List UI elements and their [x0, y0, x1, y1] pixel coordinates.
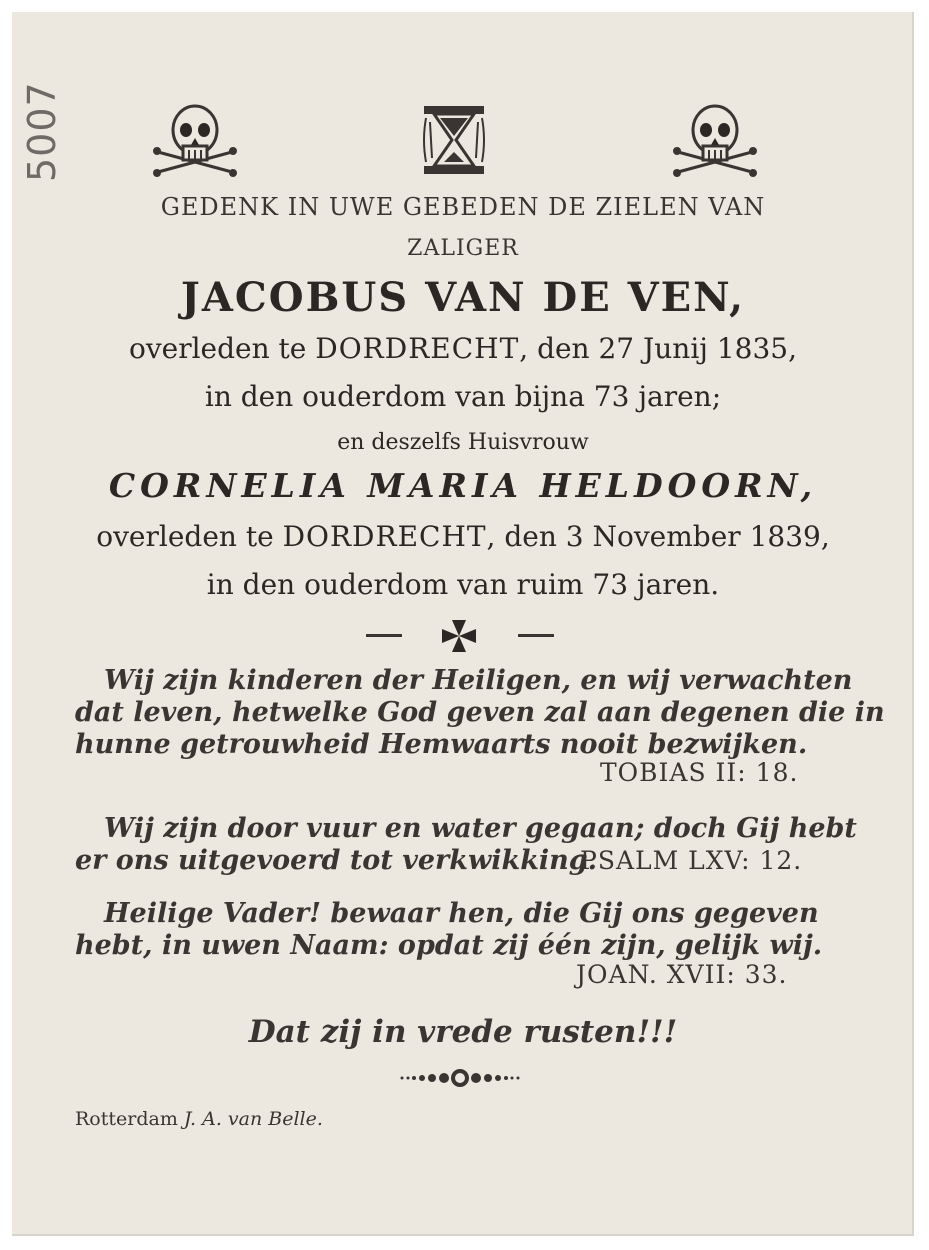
age-line-2: in den ouderdom van ruim 73 jaren.	[206, 568, 720, 601]
verse-1-line-3: hunne getrouwheid Hemwaarts nooit bezwijken.	[75, 729, 808, 760]
verse-1-line-1: Wij zijn kinderen der Heiligen, en wij verwachten	[104, 665, 853, 696]
heading-prayer: GEDENK IN UWE GEBEDEN DE ZIELEN VAN	[160, 193, 766, 221]
verse-3-reference: JOAN. XVII: 33.	[576, 960, 788, 989]
printer-name: J. A. van Belle.	[183, 1108, 323, 1130]
divider-dash-left	[366, 634, 402, 637]
printer-city: Rotterdam	[75, 1108, 178, 1130]
death-prefix: overleden te	[96, 520, 274, 553]
verse-2-line-2: er ons uitgevoerd tot verkwikking.	[75, 845, 598, 876]
verse-3-line-2: hebt, in uwen Naam: opdat zij één zijn, gelijk wij.	[75, 930, 823, 961]
printer-imprint	[75, 1108, 323, 1130]
hourglass-emblem-icon	[420, 104, 488, 176]
death-date: , den 27 Junij 1835,	[519, 332, 798, 365]
divider-dash-right	[518, 634, 554, 637]
heading-zaliger: ZALIGER	[407, 236, 519, 261]
handwritten-inventory-number: 5007	[20, 81, 64, 182]
verse-3-line-1: Heilige Vader! bewaar hen, die Gij ons gegeven	[104, 898, 819, 929]
death-line-1	[12, 332, 914, 365]
death-prefix: overleden te	[128, 332, 307, 365]
spouse-intro: en deszelfs Huisvrouw	[337, 430, 589, 455]
verse-2-line-1: Wij zijn door vuur en water gegaan; doch Gij hebt	[104, 813, 857, 844]
death-date: , den 3 November 1839,	[486, 520, 830, 553]
deceased-name-2: CORNELIA MARIA HELDOORN,	[108, 466, 818, 505]
verse-2-reference: PSALM LXV: 12.	[580, 846, 803, 875]
death-place: DORDRECHT	[282, 520, 487, 553]
skull-crossbones-icon	[670, 100, 760, 180]
skull-crossbones-icon	[150, 100, 240, 180]
death-line-2	[12, 520, 914, 553]
age-line-1: in den ouderdom van bijna 73 jaren;	[204, 380, 722, 413]
verse-1-line-2: dat leven, hetwelke God geven zal aan degenen die in	[75, 697, 885, 728]
deceased-name-1: JACOBUS VAN DE VEN,	[180, 274, 746, 321]
death-place: DORDRECHT	[315, 332, 520, 365]
cross-pattee-icon	[440, 618, 478, 654]
verse-1-reference: TOBIAS II: 18.	[600, 758, 799, 787]
ornament-icon	[398, 1066, 522, 1090]
closing-blessing: Dat zij in vrede rusten!!!	[248, 1014, 678, 1050]
